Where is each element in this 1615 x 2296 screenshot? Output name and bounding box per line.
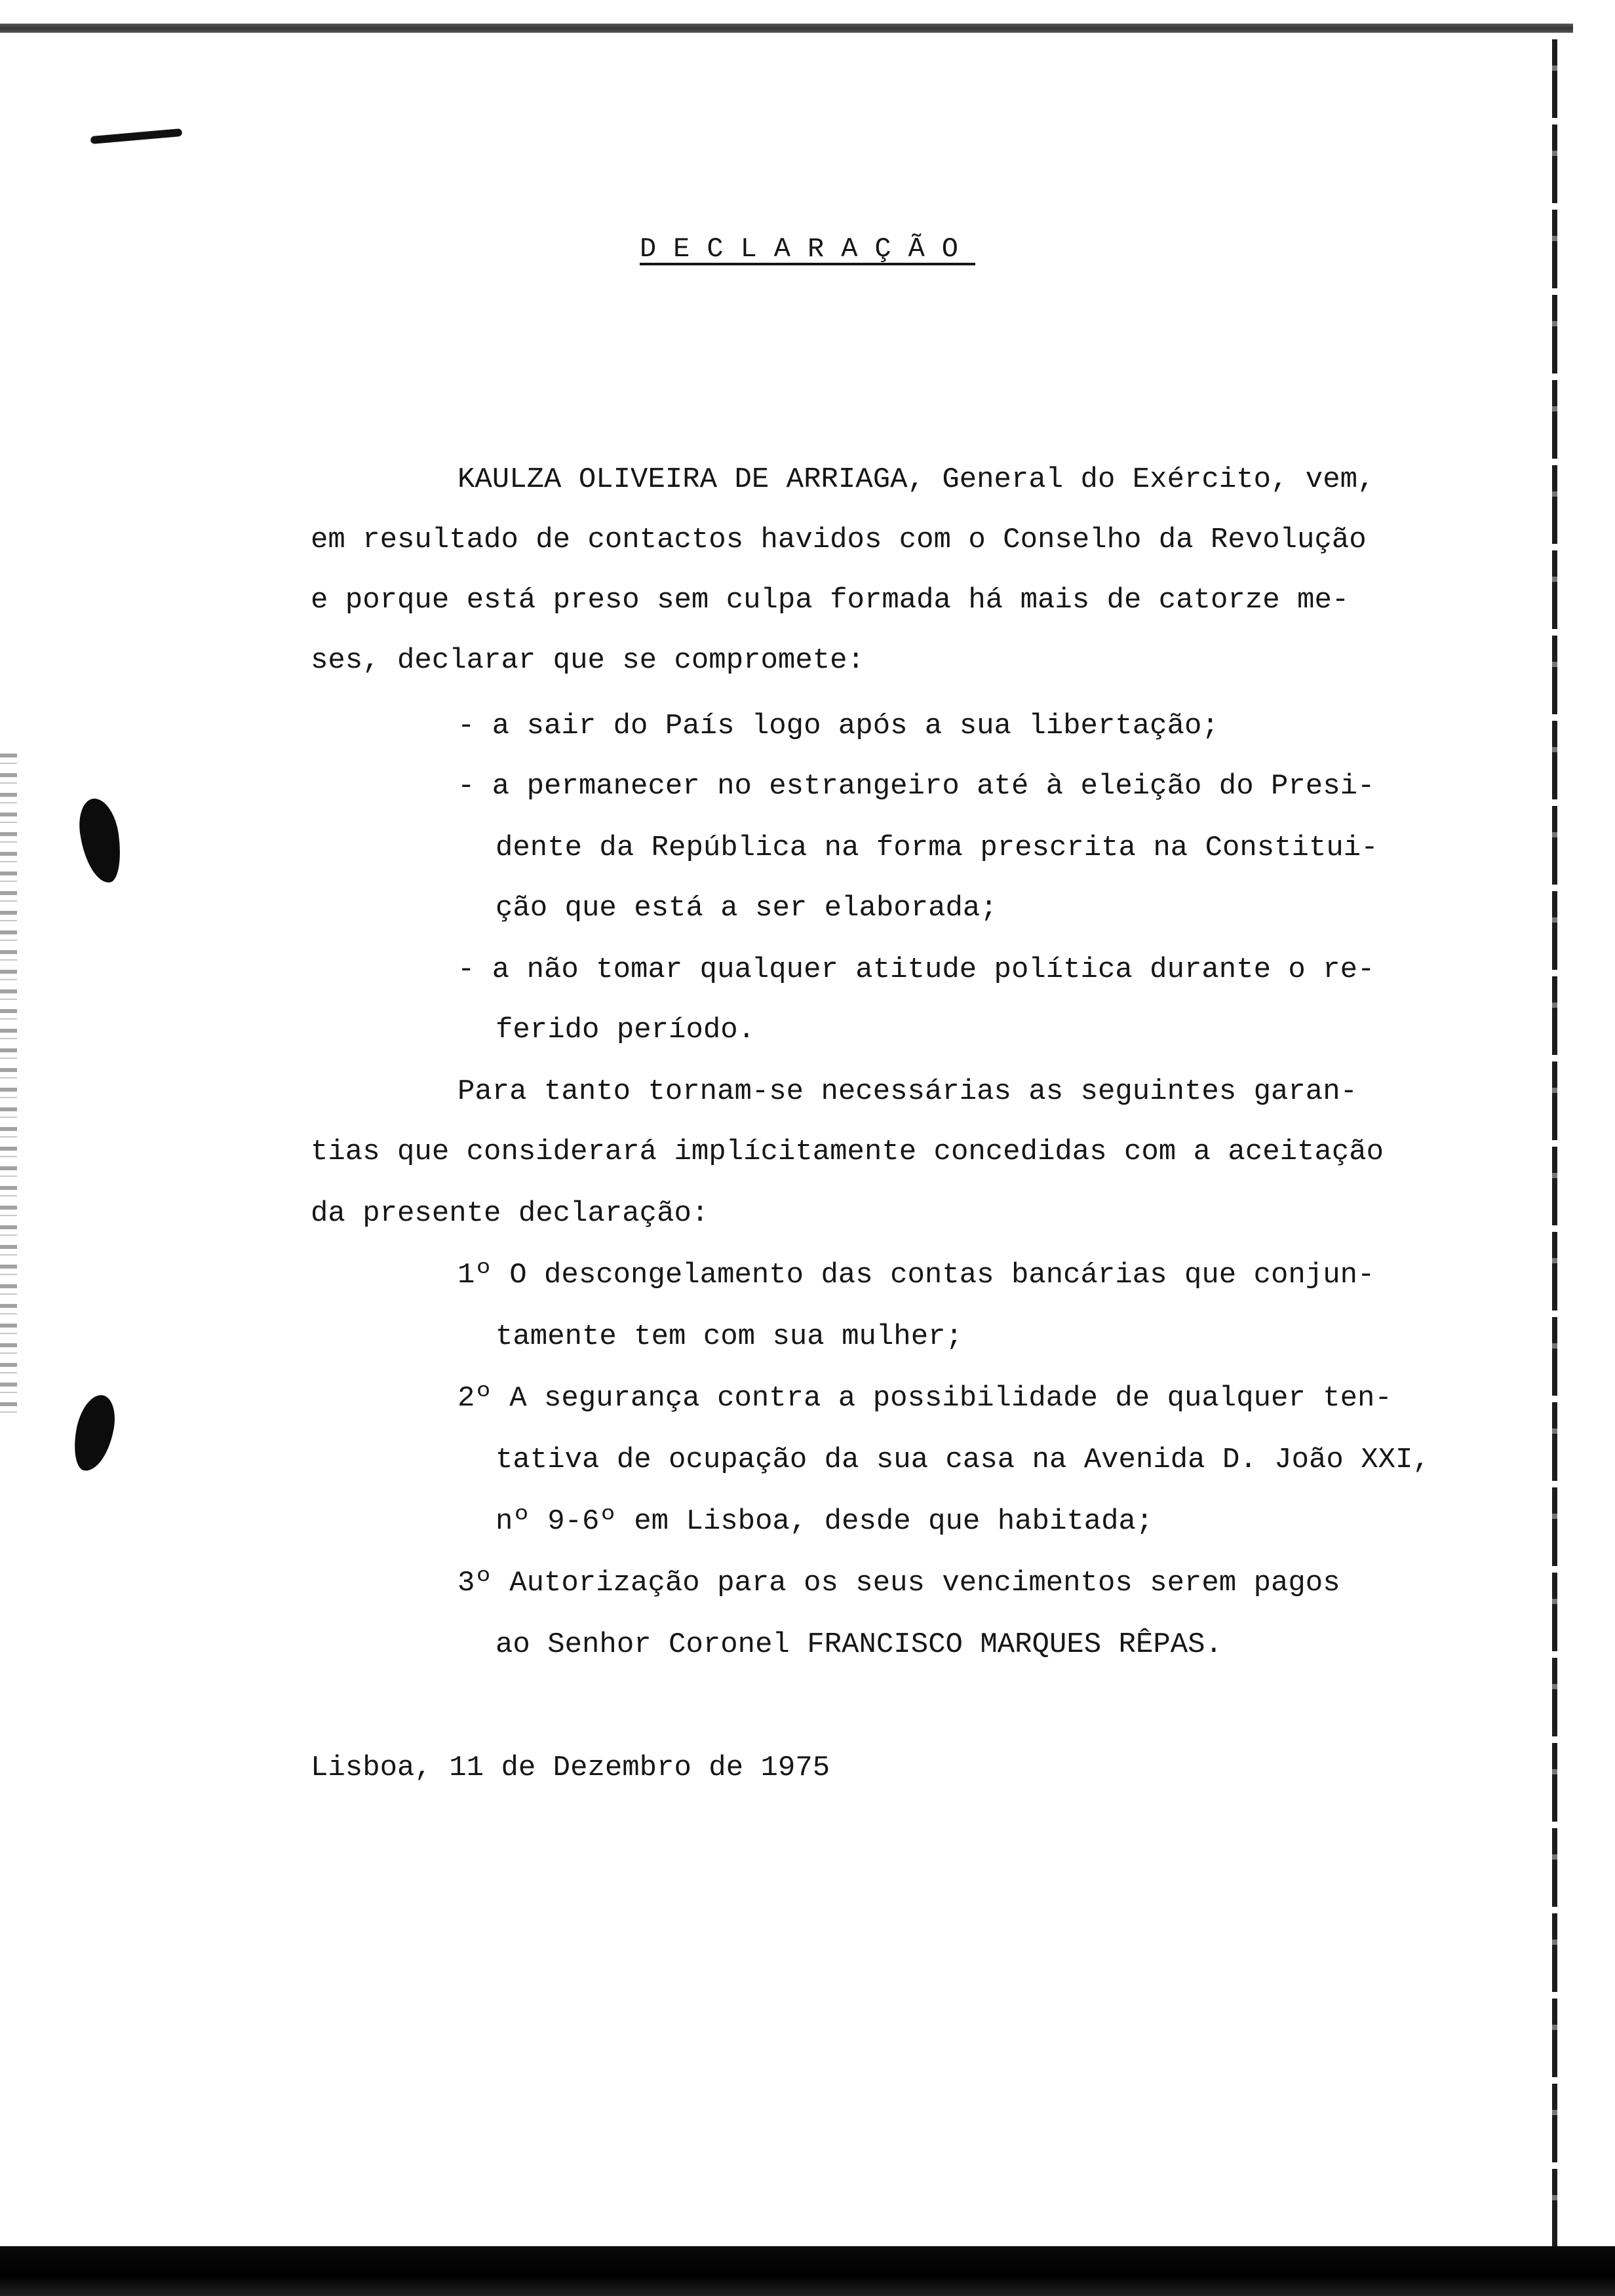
scan-border-bottom: [0, 2246, 1615, 2296]
commitment-item: - a não tomar qualquer atitude política durante o re-: [457, 953, 1375, 986]
guarantee-item-continuation: nº 9-6º em Lisboa, desde que habitada;: [496, 1505, 1154, 1538]
commitment-item-continuation: ferido período.: [496, 1014, 756, 1046]
scan-border-top: [0, 24, 1573, 33]
guarantee-item-continuation: ao Senhor Coronel FRANCISCO MARQUES RÊPAS.: [496, 1628, 1222, 1661]
punch-hole-bottom: [69, 1392, 119, 1474]
paragraph-line: em resultado de contactos havidos com o Conselho da Revolução: [311, 524, 1367, 556]
paragraph-line: Para tanto tornam-se necessárias as seguintes garan-: [457, 1075, 1358, 1108]
paragraph-line: da presente declaração:: [311, 1197, 709, 1230]
scan-border-right: [1552, 39, 1557, 2261]
commitment-item: - a permanecer no estrangeiro até à eleição do Presi-: [457, 770, 1375, 803]
paragraph-line: ses, declarar que se compromete:: [311, 644, 865, 677]
commitment-item-continuation: dente da República na forma prescrita na Constitui-: [496, 832, 1378, 864]
document-title: DECLARAÇÃO: [639, 233, 976, 265]
guarantee-item: 1º O descongelamento das contas bancárias que conjun-: [457, 1259, 1375, 1292]
guarantee-item: 3º Autorização para os seus vencimentos serem pagos: [457, 1567, 1340, 1599]
ink-dash-mark: [90, 128, 183, 144]
guarantee-item-continuation: tamente tem com sua mulher;: [496, 1320, 963, 1353]
commitment-item: - a sair do País logo após a sua libertação;: [457, 710, 1219, 742]
paragraph-line: tias que considerará implícitamente concedidas com a aceitação: [311, 1136, 1384, 1168]
place-date: Lisboa, 11 de Dezembro de 1975: [311, 1751, 830, 1784]
punch-hole-top: [75, 796, 125, 886]
commitment-item-continuation: ção que está a ser elaborada;: [496, 892, 998, 925]
paragraph-line: KAULZA OLIVEIRA DE ARRIAGA, General do Exército, vem,: [457, 463, 1375, 496]
paragraph-line: e porque está preso sem culpa formada há mais de catorze me-: [311, 584, 1350, 617]
scan-edge-left: [0, 754, 17, 1422]
guarantee-item: 2º A segurança contra a possibilidade de qualquer ten-: [457, 1382, 1392, 1415]
guarantee-item-continuation: tativa de ocupação da sua casa na Avenida D. João XXI,: [496, 1444, 1430, 1476]
